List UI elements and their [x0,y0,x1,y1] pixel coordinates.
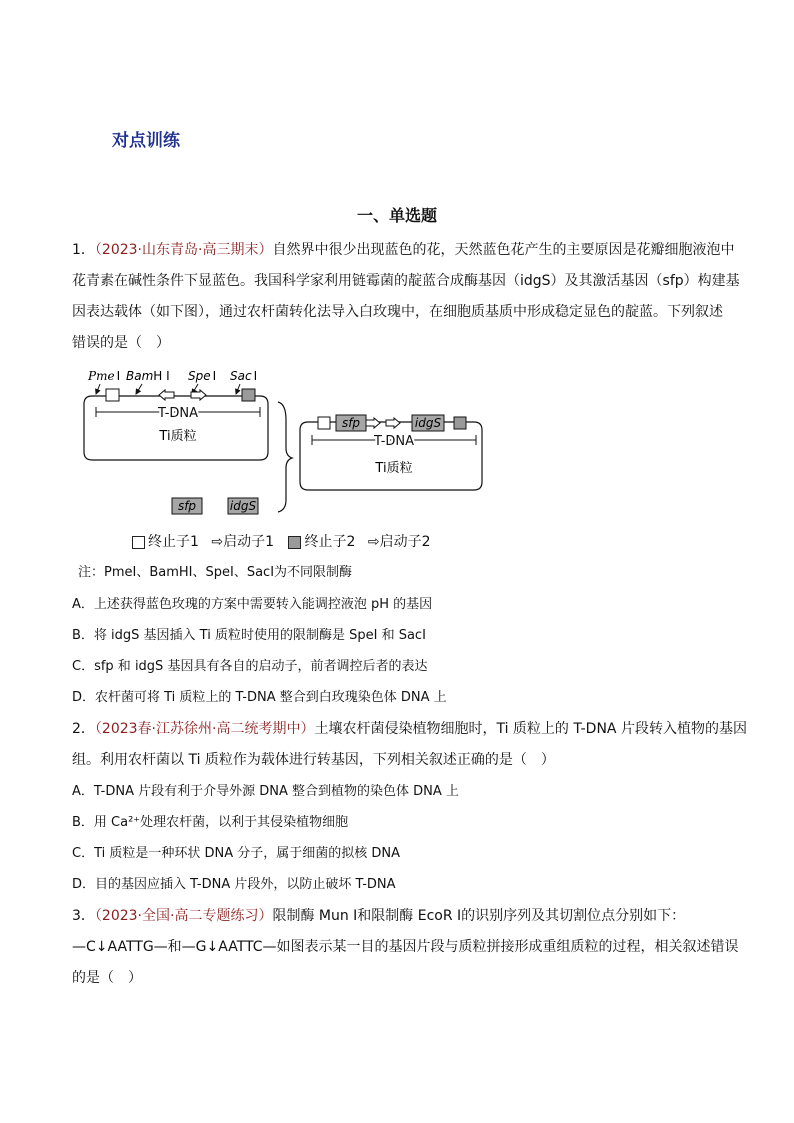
legend-term2: 终止子2 [304,534,356,550]
svg-text:Ti质粒: Ti质粒 [375,461,413,476]
q1-line3: 因表达载体（如下图），通过农杆菌转化法导入白玫瑰中，在细胞质基质中形成稳定显色的靛蓝。下列叙述 [72,304,723,320]
svg-text:T-DNA: T-DNA [373,434,415,449]
legend-prom1: 启动子1 [223,534,275,550]
promoter1-icon [159,390,174,400]
q3-text: 限制酶 Mun Ⅰ和限制酶 EcoR Ⅰ的识别序列及其切割位点分别如下： [272,908,686,924]
section-title: 对点训练 [112,131,180,151]
tdna-label: T-DNA [157,406,199,421]
q2-option-a: A．T-DNA 片段有利于介导外源 DNA 整合到植物的染色体 DNA 上 [72,784,459,799]
q2-option-b: B．用 Ca²⁺处理农杆菌，以利于其侵染植物细胞 [72,815,349,830]
q1-option-a: A．上述获得蓝色玫瑰的方案中需要转入能调控液泡 pH 的基因 [72,597,433,612]
pme-label: Pme I [88,369,121,383]
promoter2-icon [191,390,206,400]
q2-line1 [72,719,747,739]
terminator1-legend-icon [132,536,145,549]
q2-line2: 组。利用农杆菌以 Ti 质粒作为载体进行转基因，下列相关叙述正确的是（ ） [72,752,555,768]
q1-source: （2023·山东青岛·高三期末） [94,242,273,258]
diagram-legend [132,531,431,551]
q1-option-d: D．农杆菌可将 Ti 质粒上的 T-DNA 整合到白玫瑰染色体 DNA 上 [72,690,447,705]
q2-source: （2023春·江苏徐州·高二统考期中） [94,721,315,737]
bam-label: BamH I [126,369,170,383]
svg-text:idgS: idgS [229,499,257,513]
legend-prom2: 启动子2 [379,534,431,550]
section-heading: 一、单选题 [356,206,437,225]
q1-line1 [72,240,734,260]
svg-text:sfp: sfp [341,416,361,430]
q2-option-d: D．目的基因应插入 T-DNA 片段外，以防止破坏 T-DNA [72,877,396,892]
q1-option-b: B．将 idgS 基因插入 Ti 质粒时使用的限制酶是 SpeI 和 SacI [72,628,426,643]
terminator2-legend-icon [288,536,301,549]
diagram-note: 注：PmeⅠ、BamHⅠ、SpeⅠ、SacⅠ为不同限制酶 [78,565,353,580]
legend-term1: 终止子1 [148,534,199,550]
q1-number: 1． [72,242,95,258]
q3-line3: 的是（ ） [72,970,142,986]
q1-option-c: C．sfp 和 idgS 基因具有各自的启动子，前者调控后者的表达 [72,659,428,674]
q3-source: （2023·全国·高二专题练习） [94,908,273,924]
q2-text: 土壤农杆菌侵染植物细胞时，Ti 质粒上的 T-DNA 片段转入植物的基因 [314,721,747,737]
svg-text:idgS: idgS [414,416,442,430]
q2-number: 2． [72,721,95,737]
q1-line2: 花青素在碱性条件下显蓝色。我国科学家利用链霉菌的靛蓝合成酶基因（idgS）及其激活基因（sfp）构建基 [72,273,740,289]
svg-text:sfp: sfp [177,499,197,513]
terminator2-icon [242,389,255,401]
q3-line2: —C↓AATTG—和—G↓AATTC—如图表示某一目的基因片段与质粒拼接形成重组质粒的过程，相关叙述错误 [72,939,739,955]
terminator1-icon [106,389,119,401]
promoter2-legend-icon: ⇨ [367,534,380,550]
promoter-legend-icon: ⇨ [211,534,224,550]
q3-number: 3． [72,908,95,924]
sac-label: Sac I [230,369,258,383]
q2-option-c: C．Ti 质粒是一种环状 DNA 分子，属于细菌的拟核 DNA [72,846,401,861]
q3-line1 [72,906,685,926]
spe-label: Spe I [188,369,217,383]
ti-label: Ti质粒 [159,429,197,444]
vector-diagram [80,360,500,525]
q1-line4: 错误的是（ ） [72,335,170,351]
q1-text: 自然界中很少出现蓝色的花，天然蓝色花产生的主要原因是花瓣细胞液泡中 [272,242,735,258]
